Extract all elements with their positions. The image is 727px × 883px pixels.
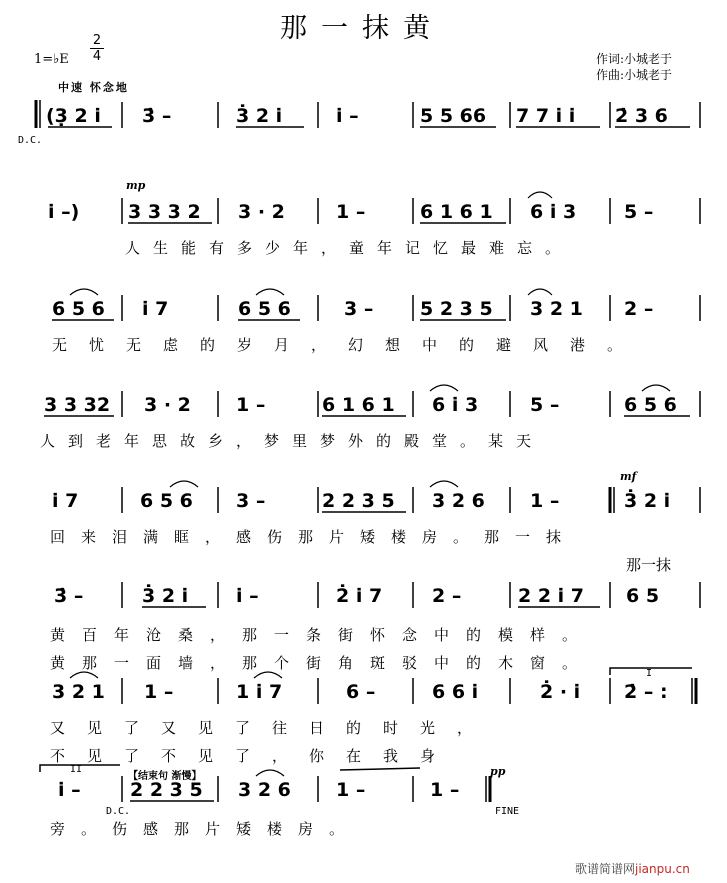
svg-text:5 2 3 5: 5 2 3 5 — [420, 298, 493, 320]
svg-text:3 2 6: 3 2 6 — [432, 490, 485, 512]
lyric-line-3: 无忧无虑的岁月，幻想中的避风港。 — [52, 336, 645, 354]
svg-text:2̇ · i̇: 2̇ · i̇ — [540, 681, 581, 703]
svg-text:3 · 2: 3 · 2 — [238, 201, 285, 223]
mf-dynamic: mf — [620, 470, 637, 483]
svg-text:3̇ 2 i̇: 3̇ 2 i̇ — [236, 105, 283, 127]
svg-text:3 2 1: 3 2 1 — [530, 298, 583, 320]
svg-text:i̇ –: i̇ – — [336, 105, 359, 127]
svg-text:6 1 6 1: 6 1 6 1 — [322, 394, 395, 416]
svg-text:1 –: 1 – — [144, 681, 174, 703]
svg-text:5 –: 5 – — [530, 394, 560, 416]
svg-text:3 · 2: 3 · 2 — [144, 394, 191, 416]
pp-dynamic: pp — [490, 765, 506, 778]
lyric-line-8: 旁。伤感那片矮楼房。 — [50, 820, 361, 838]
svg-text:6 1 6 1: 6 1 6 1 — [420, 201, 493, 223]
svg-text:i̇ 7: i̇ 7 — [52, 490, 79, 512]
svg-text:2 2 3 5: 2 2 3 5 — [130, 779, 203, 801]
svg-text:1 –: 1 – — [530, 490, 560, 512]
svg-text:2 2 i̇ 7: 2 2 i̇ 7 — [518, 585, 585, 607]
svg-text:3 3 3 2: 3 3 3 2 — [128, 201, 201, 223]
svg-text:i̇ –: i̇ – — [58, 779, 81, 801]
svg-text:6 i̇ 3: 6 i̇ 3 — [530, 201, 577, 223]
svg-text:6 5 6: 6 5 6 — [624, 394, 677, 416]
song-title: 那一抹黄 — [280, 13, 444, 44]
svg-text:6 5 6: 6 5 6 — [238, 298, 291, 320]
svg-text:3̇ 2 i̇: 3̇ 2 i̇ — [142, 585, 189, 607]
svg-text:6 5: 6 5 — [626, 585, 660, 607]
svg-text:3̇ 2 i̇: 3̇ 2 i̇ — [624, 490, 671, 512]
volta-1-label: I — [646, 668, 653, 679]
svg-text:i̇ –: i̇ – — [236, 585, 259, 607]
svg-text:1 –: 1 – — [430, 779, 460, 801]
svg-text:6 –: 6 – — [346, 681, 376, 703]
svg-text:2̇ i̇ 7: 2̇ i̇ 7 — [336, 585, 383, 607]
dc-mark-end: D.C. — [106, 806, 131, 817]
svg-text:(3̣ 2 i̇: (3̣ 2 i̇ — [46, 105, 101, 127]
svg-text:1 –: 1 – — [236, 394, 266, 416]
svg-text:i̇ 7: i̇ 7 — [142, 298, 169, 320]
svg-text:2 2 3 5: 2 2 3 5 — [322, 490, 395, 512]
meter-bottom: 4 — [90, 48, 104, 64]
svg-text:3 2 1: 3 2 1 — [52, 681, 105, 703]
svg-text:1 –: 1 – — [336, 201, 366, 223]
lyric-line-5b: 那一抹 — [626, 556, 672, 574]
lyric-line-6a: 黄百年沧桑，那一条街怀念中的模样。 — [50, 626, 595, 644]
lyric-line-7b: 不见了不见了，你在我身 — [50, 747, 458, 765]
meter-top: 2 — [92, 33, 102, 48]
key-signature: 1=♭E — [34, 52, 69, 67]
dc-mark-start: D.C. — [18, 135, 43, 146]
svg-text:2̇ – :: 2̇ – : — [624, 681, 668, 703]
svg-text:3̇ –: 3̇ – — [54, 585, 84, 607]
svg-text:3 2 6: 3 2 6 — [238, 779, 291, 801]
svg-text:6 5 6: 6 5 6 — [140, 490, 193, 512]
lyric-line-2: 人生能有多少年，童年记忆最难忘。 — [125, 239, 574, 257]
volta-2-label: II — [70, 764, 83, 775]
tempo-marking: 中速 怀念地 — [58, 81, 129, 94]
svg-text:2̇ 3 6: 2̇ 3 6 — [615, 105, 668, 127]
svg-text:3 –: 3 – — [344, 298, 374, 320]
mp-dynamic: mp — [126, 179, 146, 192]
svg-text:3 3 32: 3 3 32 — [44, 394, 111, 416]
lyric-line-4: 人到老年思故乡，梦里梦外的殿堂。某天 — [40, 432, 545, 450]
svg-text:1 –: 1 – — [336, 779, 366, 801]
lyric-line-7a: 又见了又见了往日的时光， — [50, 719, 495, 737]
lyric-line-5a: 回来泪满眶，感伤那片矮楼房。那一抹 — [50, 528, 578, 546]
svg-text:6 5 6: 6 5 6 — [52, 298, 105, 320]
svg-text:2 –: 2 – — [624, 298, 654, 320]
svg-text:7 7 i̇ i̇: 7 7 i̇ i̇ — [516, 105, 576, 127]
svg-text:1 i̇ 7: 1 i̇ 7 — [236, 681, 283, 703]
svg-text:3̇ –: 3̇ – — [142, 105, 172, 127]
svg-text:6 i̇ 3: 6 i̇ 3 — [432, 394, 479, 416]
svg-text:i̇ –): i̇ –) — [48, 201, 80, 223]
watermark-domain: jianpu.cn — [635, 862, 690, 876]
watermark-text: 歌谱简谱网 — [575, 862, 636, 876]
svg-text:6 6 i̇: 6 6 i̇ — [432, 681, 479, 703]
lyricist-credit: 作词:小城老于 — [596, 52, 673, 66]
composer-credit: 作曲:小城老于 — [596, 68, 673, 82]
svg-text:2 –: 2 – — [432, 585, 462, 607]
ending-tag: 【结束句 渐慢】 — [128, 771, 202, 782]
svg-text:3 –: 3 – — [236, 490, 266, 512]
svg-text:5 5 66: 5 5 66 — [420, 105, 487, 127]
lyric-line-6b: 黄那一面墙，那个街角斑驳中的木窗。 — [50, 654, 595, 672]
svg-text:5 –: 5 – — [624, 201, 654, 223]
fine-mark: FINE — [495, 806, 520, 817]
